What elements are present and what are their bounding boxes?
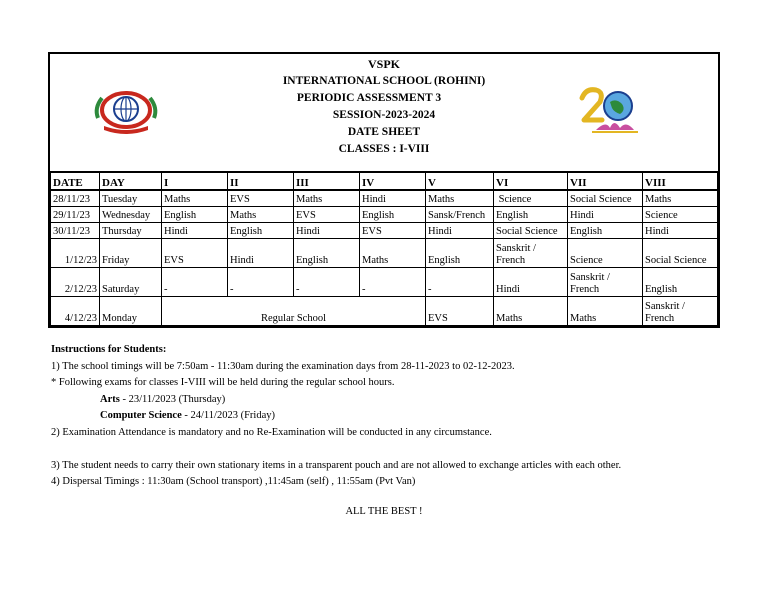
header-line-3: PERIODIC ASSESSMENT 3 bbox=[296, 92, 442, 104]
subject-cell bbox=[568, 268, 643, 297]
subject-cell: Maths bbox=[360, 239, 426, 268]
subject-cell: Maths bbox=[643, 190, 718, 207]
subject-cell: Social Science bbox=[494, 223, 568, 239]
subject-cell: Hindi bbox=[494, 268, 568, 297]
subject-cell: Hindi bbox=[360, 190, 426, 207]
column-header: VIII bbox=[643, 173, 718, 191]
regular-school-cell: Regular School bbox=[162, 297, 426, 326]
subject-cell: English bbox=[494, 207, 568, 223]
spacer bbox=[51, 441, 731, 458]
subject-cell: Hindi bbox=[568, 207, 643, 223]
subject-cell: - bbox=[426, 268, 494, 297]
header-line-6: CLASSES : I-VIII bbox=[338, 143, 430, 155]
subject-cell: Sansk/French bbox=[426, 207, 494, 223]
subject-line: Sanskrit / bbox=[496, 243, 536, 254]
subject-cell: Hindi bbox=[294, 223, 360, 239]
subject-cell: Social Science bbox=[643, 239, 718, 268]
cs-date: - 24/11/2023 (Friday) bbox=[181, 410, 275, 421]
table-row bbox=[51, 190, 718, 207]
subject-cell: English bbox=[162, 207, 228, 223]
day-cell: Friday bbox=[100, 239, 162, 268]
subject-cell: EVS bbox=[228, 190, 294, 207]
arts-exam-line bbox=[51, 392, 731, 409]
subject-cell: English bbox=[360, 207, 426, 223]
day-cell: Tuesday bbox=[100, 190, 162, 207]
date-cell: 4/12/23 bbox=[51, 297, 100, 326]
table-row bbox=[51, 268, 718, 297]
subject-cell: English bbox=[294, 239, 360, 268]
table-row bbox=[51, 207, 718, 223]
exam-schedule-table bbox=[50, 172, 718, 326]
subject-cell: Science bbox=[643, 207, 718, 223]
column-header: VII bbox=[568, 173, 643, 191]
column-header: DAY bbox=[100, 173, 162, 191]
subject-cell: - bbox=[294, 268, 360, 297]
header-line-2: INTERNATIONAL SCHOOL (ROHINI) bbox=[282, 75, 486, 87]
subject-cell: EVS bbox=[360, 223, 426, 239]
subject-cell: Hindi bbox=[228, 239, 294, 268]
subject-cell: Maths bbox=[228, 207, 294, 223]
subject-cell: Maths bbox=[568, 297, 643, 326]
subject-cell: - bbox=[162, 268, 228, 297]
subject-line: Sanskrit / bbox=[570, 272, 610, 283]
date-cell: 1/12/23 bbox=[51, 239, 100, 268]
subject-cell: Science bbox=[568, 239, 643, 268]
subject-cell: Hindi bbox=[426, 223, 494, 239]
column-header: IV bbox=[360, 173, 426, 191]
day-cell: Monday bbox=[100, 297, 162, 326]
instruction-item: 2) Examination Attendance is mandatory and no Re-Examination will be conducted in any circumstance. bbox=[51, 426, 492, 438]
instruction-item: 4) Dispersal Timings : 11:30am (School transport) ,11:45am (self) , 11:55am (Pvt Van) bbox=[51, 476, 416, 487]
column-header: DATE bbox=[51, 173, 100, 191]
instructions-title: Instructions for Students: bbox=[51, 344, 167, 355]
subject-cell bbox=[494, 239, 568, 268]
table-header-row bbox=[51, 173, 718, 191]
subject-cell: English bbox=[228, 223, 294, 239]
instruction-note: * Following exams for classes I-VIII will be held during the regular school hours. bbox=[51, 377, 395, 388]
column-header: III bbox=[294, 173, 360, 191]
subject-cell: Hindi bbox=[643, 223, 718, 239]
date-sheet-header bbox=[50, 54, 718, 172]
instruction-item: 3) The student needs to carry their own stationary items in a transparent pouch and are not allowed to exchange articles with each other. bbox=[51, 459, 622, 471]
arts-date: - 23/11/2023 (Thursday) bbox=[119, 393, 226, 405]
instructions-section bbox=[51, 342, 731, 491]
anniversary-logo-icon bbox=[576, 84, 642, 138]
cs-label: Computer Science bbox=[100, 410, 182, 421]
subject-line: French bbox=[496, 255, 526, 266]
table-row bbox=[51, 223, 718, 239]
subject-cell: Maths bbox=[494, 297, 568, 326]
column-header: I bbox=[162, 173, 228, 191]
subject-cell: English bbox=[426, 239, 494, 268]
date-cell: 28/11/23 bbox=[51, 190, 100, 207]
day-cell: Thursday bbox=[100, 223, 162, 239]
subject-line: Sanskrit / bbox=[645, 301, 685, 312]
subject-cell: English bbox=[568, 223, 643, 239]
instruction-item: 1) The school timings will be 7:50am - 11:30am during the examination days from 28-11-2023 to 02-12-2023. bbox=[51, 360, 515, 372]
table-row bbox=[51, 297, 718, 326]
date-cell: 29/11/23 bbox=[51, 207, 100, 223]
day-cell: Saturday bbox=[100, 268, 162, 297]
cs-exam-line bbox=[51, 408, 731, 425]
arts-label: Arts bbox=[100, 393, 120, 405]
header-line-4: SESSION-2023-2024 bbox=[332, 109, 436, 121]
subject-cell: Maths bbox=[426, 190, 494, 207]
day-cell: Wednesday bbox=[100, 207, 162, 223]
column-header: VI bbox=[494, 173, 568, 191]
column-header: II bbox=[228, 173, 294, 191]
header-line-1: VSPK bbox=[367, 57, 400, 71]
subject-cell: Maths bbox=[162, 190, 228, 207]
subject-cell: Maths bbox=[294, 190, 360, 207]
subject-cell bbox=[643, 297, 718, 326]
date-cell: 30/11/23 bbox=[51, 223, 100, 239]
subject-cell: EVS bbox=[426, 297, 494, 326]
header-line-5: DATE SHEET bbox=[347, 126, 421, 138]
date-cell: 2/12/23 bbox=[51, 268, 100, 297]
subject-cell: Social Science bbox=[568, 190, 643, 207]
subject-line: French bbox=[645, 313, 675, 324]
table-row bbox=[51, 239, 718, 268]
subject-cell: - bbox=[228, 268, 294, 297]
subject-cell: EVS bbox=[294, 207, 360, 223]
subject-cell: EVS bbox=[162, 239, 228, 268]
subject-cell: English bbox=[643, 268, 718, 297]
subject-cell: Hindi bbox=[162, 223, 228, 239]
date-sheet bbox=[48, 52, 720, 328]
subject-line: French bbox=[570, 284, 600, 295]
closing-message: ALL THE BEST ! bbox=[345, 506, 423, 517]
column-header: V bbox=[426, 173, 494, 191]
subject-cell: - bbox=[360, 268, 426, 297]
subject-cell: Science bbox=[494, 190, 568, 207]
